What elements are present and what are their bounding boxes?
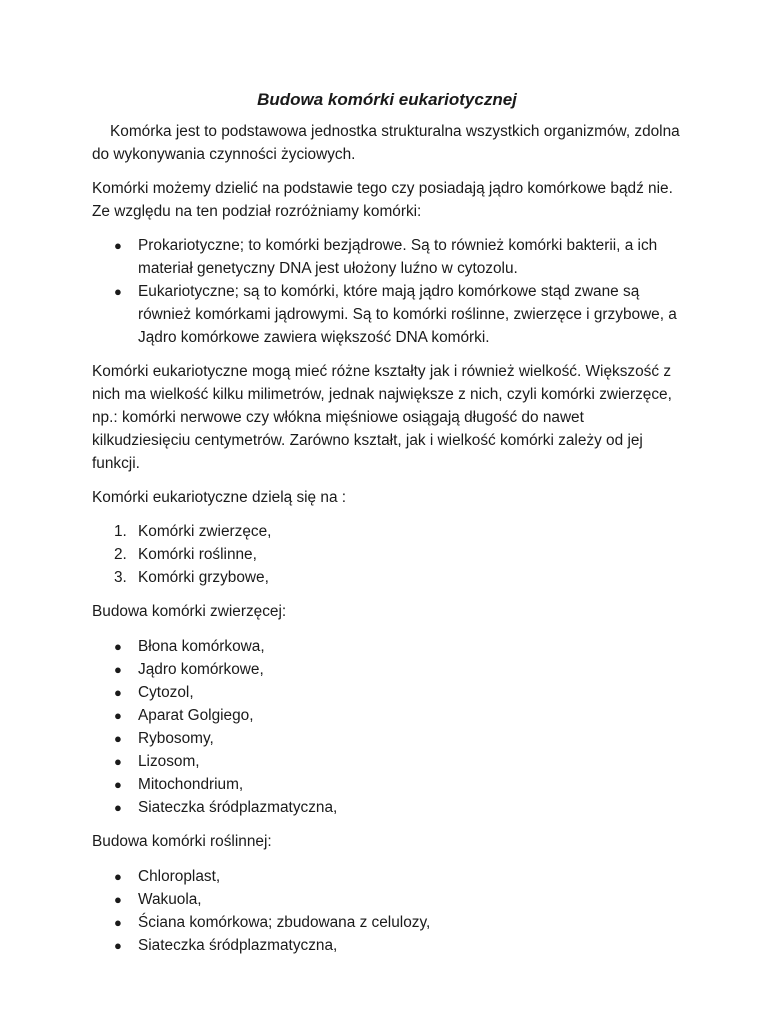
division-heading: Komórki eukariotyczne dzielą się na : bbox=[92, 489, 347, 506]
list-item bbox=[92, 888, 682, 911]
bullet-icon: ● bbox=[114, 284, 122, 299]
bullet-icon: ● bbox=[114, 915, 122, 930]
list-item-text: Wakuola, bbox=[138, 891, 202, 908]
cell-types-list bbox=[92, 234, 682, 349]
list-item bbox=[92, 865, 682, 888]
list-item-text: Prokariotyczne; to komórki bezjądrowe. Są to również komórki bakterii, a ich materiał genetyczny DNA jest ułożony luźno w cytozolu. bbox=[138, 237, 658, 277]
list-item bbox=[92, 658, 682, 681]
list-item bbox=[92, 566, 682, 589]
list-item bbox=[92, 543, 682, 566]
list-item-text: Błona komórkowa, bbox=[138, 638, 265, 655]
list-item-text: Rybosomy, bbox=[138, 730, 214, 747]
list-item bbox=[92, 934, 682, 957]
list-number: 2. bbox=[114, 546, 127, 563]
bullet-icon: ● bbox=[114, 639, 122, 654]
list-number: 3. bbox=[114, 569, 127, 586]
list-item-text: Mitochondrium, bbox=[138, 776, 244, 793]
bullet-icon: ● bbox=[114, 892, 122, 907]
plant-parts-list bbox=[92, 865, 682, 957]
list-item bbox=[92, 704, 682, 727]
division-paragraph: Komórki możemy dzielić na podstawie tego czy posiadają jądro komórkowe bądź nie. Ze względu na ten podział rozróżniamy komórki: bbox=[92, 180, 673, 220]
list-item bbox=[92, 727, 682, 750]
list-item bbox=[92, 681, 682, 704]
plant-cell-heading: Budowa komórki roślinnej: bbox=[92, 833, 272, 850]
list-item bbox=[92, 773, 682, 796]
list-item-text: Aparat Golgiego, bbox=[138, 707, 254, 724]
list-item bbox=[92, 635, 682, 658]
list-item bbox=[92, 911, 682, 934]
list-item bbox=[92, 520, 682, 543]
bullet-icon: ● bbox=[114, 731, 122, 746]
list-item-text: Cytozol, bbox=[138, 684, 194, 701]
list-item-text: Siateczka śródplazmatyczna, bbox=[138, 799, 338, 816]
bullet-icon: ● bbox=[114, 238, 122, 253]
bullet-icon: ● bbox=[114, 777, 122, 792]
bullet-icon: ● bbox=[114, 754, 122, 769]
bullet-icon: ● bbox=[114, 685, 122, 700]
animal-parts-list bbox=[92, 635, 682, 819]
shape-paragraph: Komórki eukariotyczne mogą mieć różne kształty jak i również wielkość. Większość z nich ma wielkość kilku milimetrów, jednak największe z nich, czyli komórki zwierzęce, np.: komórki nerwowe czy włókna mięśniowe osiągają długość do nawet kilkudziesięciu centymetrów. Zarówno kształt, jak i wielkość komórki zależy od jej funkcji. bbox=[92, 363, 672, 472]
list-item-text: Lizosom, bbox=[138, 753, 200, 770]
list-item-text: Jądro komórkowe, bbox=[138, 661, 264, 678]
list-item-text: Chloroplast, bbox=[138, 868, 221, 885]
animal-cell-heading: Budowa komórki zwierzęcej: bbox=[92, 603, 287, 620]
list-item bbox=[92, 280, 682, 349]
list-item-text: Eukariotyczne; są to komórki, które mają jądro komórkowe stąd zwane są również komórkami jądrowymi. Są to komórki roślinne, zwierzęce i grzybowe, a Jądro komórkowe zawiera większość DNA komórki. bbox=[138, 283, 677, 346]
bullet-icon: ● bbox=[114, 662, 122, 677]
list-item-text: Siateczka śródplazmatyczna, bbox=[138, 937, 338, 954]
list-item bbox=[92, 796, 682, 819]
list-number: 1. bbox=[114, 523, 127, 540]
document-title: Budowa komórki eukariotycznej bbox=[257, 90, 517, 109]
bullet-icon: ● bbox=[114, 800, 122, 815]
bullet-icon: ● bbox=[114, 869, 122, 884]
list-item bbox=[92, 234, 682, 280]
intro-paragraph: Komórka jest to podstawowa jednostka strukturalna wszystkich organizmów, zdolna do wykonywania czynności życiowych. bbox=[92, 123, 680, 163]
list-item-text: Komórki zwierzęce, bbox=[138, 523, 272, 540]
bullet-icon: ● bbox=[114, 708, 122, 723]
list-item bbox=[92, 750, 682, 773]
bullet-icon: ● bbox=[114, 938, 122, 953]
eukaryote-types-list bbox=[92, 520, 682, 589]
list-item-text: Komórki grzybowe, bbox=[138, 569, 269, 586]
list-item-text: Komórki roślinne, bbox=[138, 546, 257, 563]
list-item-text: Ściana komórkowa; zbudowana z celulozy, bbox=[138, 914, 431, 931]
